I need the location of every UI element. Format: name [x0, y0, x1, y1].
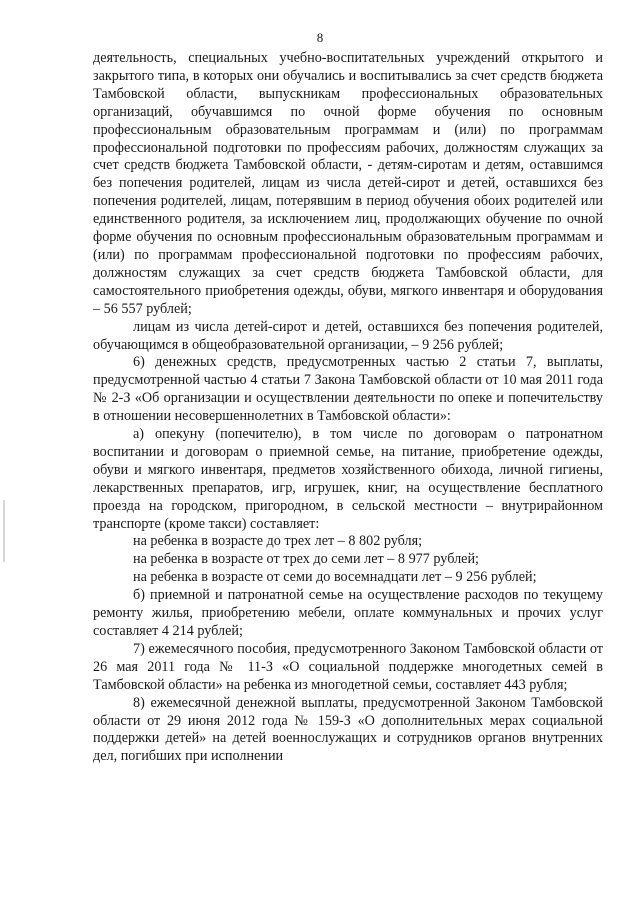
paragraph-item-7: 7) ежемесячного пособия, предусмотренного Законом Тамбовской области от 26 мая 2011 года № 11-З «О социальной поддержке многодетных семей в Тамбовской области» на ребенка из многодетной семьи, составляет 443 рубля; — [93, 640, 603, 693]
list-item-under-3: на ребенка в возрасте до трех лет – 8 802 рубля; — [133, 533, 423, 550]
paragraph-continued: деятельность, специальных учебно-воспитательных учреждений открытого и закрытого типа, в которых они обучались и воспитывались за счет средств бюджета Тамбовской области, выпускникам профессиональных образовательных организаций, обучавшимся по очной форме обучения по основным профессиональным образовательным программам и (или) по программам профессиональной подготовки по профессиям рабочих, должностям служащих за счет средств бюджета Тамбовской области, - детям-сиротам и детям, оставшимся без попечения родителей, лицам из числа детей-сирот и детей, оставшихся без попечения родителей, лицам, потерявшим в период обучения обоих родителей или единственного родителя, за исключением лиц, продолжающих обучение по очной форме обучения по основным профессиональным образовательным программам и (или) по программам профессиональной подготовки по профессиям рабочих, должностям служащих за счет средств бюджета Тамбовской области, для самостоятельного приобретения одежды, обуви, мягкого инвентаря и оборудования – 56 557 рублей; — [93, 50, 603, 317]
list-item-7-to-18: на ребенка в возрасте от семи до восемнадцати лет – 9 256 рублей; — [133, 569, 537, 586]
paragraph-orphans-general-education: лицам из числа детей-сирот и детей, оставшихся без попечения родителей, обучающимся в общеобразовательной организации, – 9 256 рублей; — [93, 318, 603, 353]
list-item-3-to-7: на ребенка в возрасте от трех до семи лет – 8 977 рублей; — [133, 551, 479, 568]
page-number: 8 — [316, 30, 324, 45]
paragraph-item-6b: б) приемной и патронатной семье на осуществление расходов по текущему ремонту жилья, приобретению мебели, оплате коммунальных и прочих услуг составляет 4 214 рублей; — [93, 587, 603, 639]
paragraph-item-6a: а) опекуну (попечителю), в том числе по договорам о патронатном воспитании и договорам о приемной семье, на питание, приобретение одежды, обуви и мягкого инвентаря, предметов хозяйственного обихода, личной гигиены, лекарственных препаратов, игр, игрушек, книг, на осуществление бесплатного проезда на городском, пригородном, в сельской местности – внутрирайонном транспорте (кроме такси) составляет: — [93, 426, 603, 532]
document-body — [93, 50, 603, 766]
scan-edge-mark — [3, 500, 5, 562]
paragraph-item-8: 8) ежемесячной денежной выплаты, предусмотренной Законом Тамбовской области от 29 июня 2012 года № 159-З «О дополнительных мерах социальной поддержки детей» на детей военнослужащих и сотрудников органов внутренних дел, погибших при исполнении — [93, 694, 603, 765]
paragraph-item-6: 6) денежных средств, предусмотренных частью 2 статьи 7, выплаты, предусмотренной частью 4 статьи 7 Закона Тамбовской области от 10 мая 2011 года № 2-З «Об организации и осуществлении деятельности по опеке и попечительству в отношении несовершеннолетних в Тамбовской области»: — [93, 354, 603, 425]
